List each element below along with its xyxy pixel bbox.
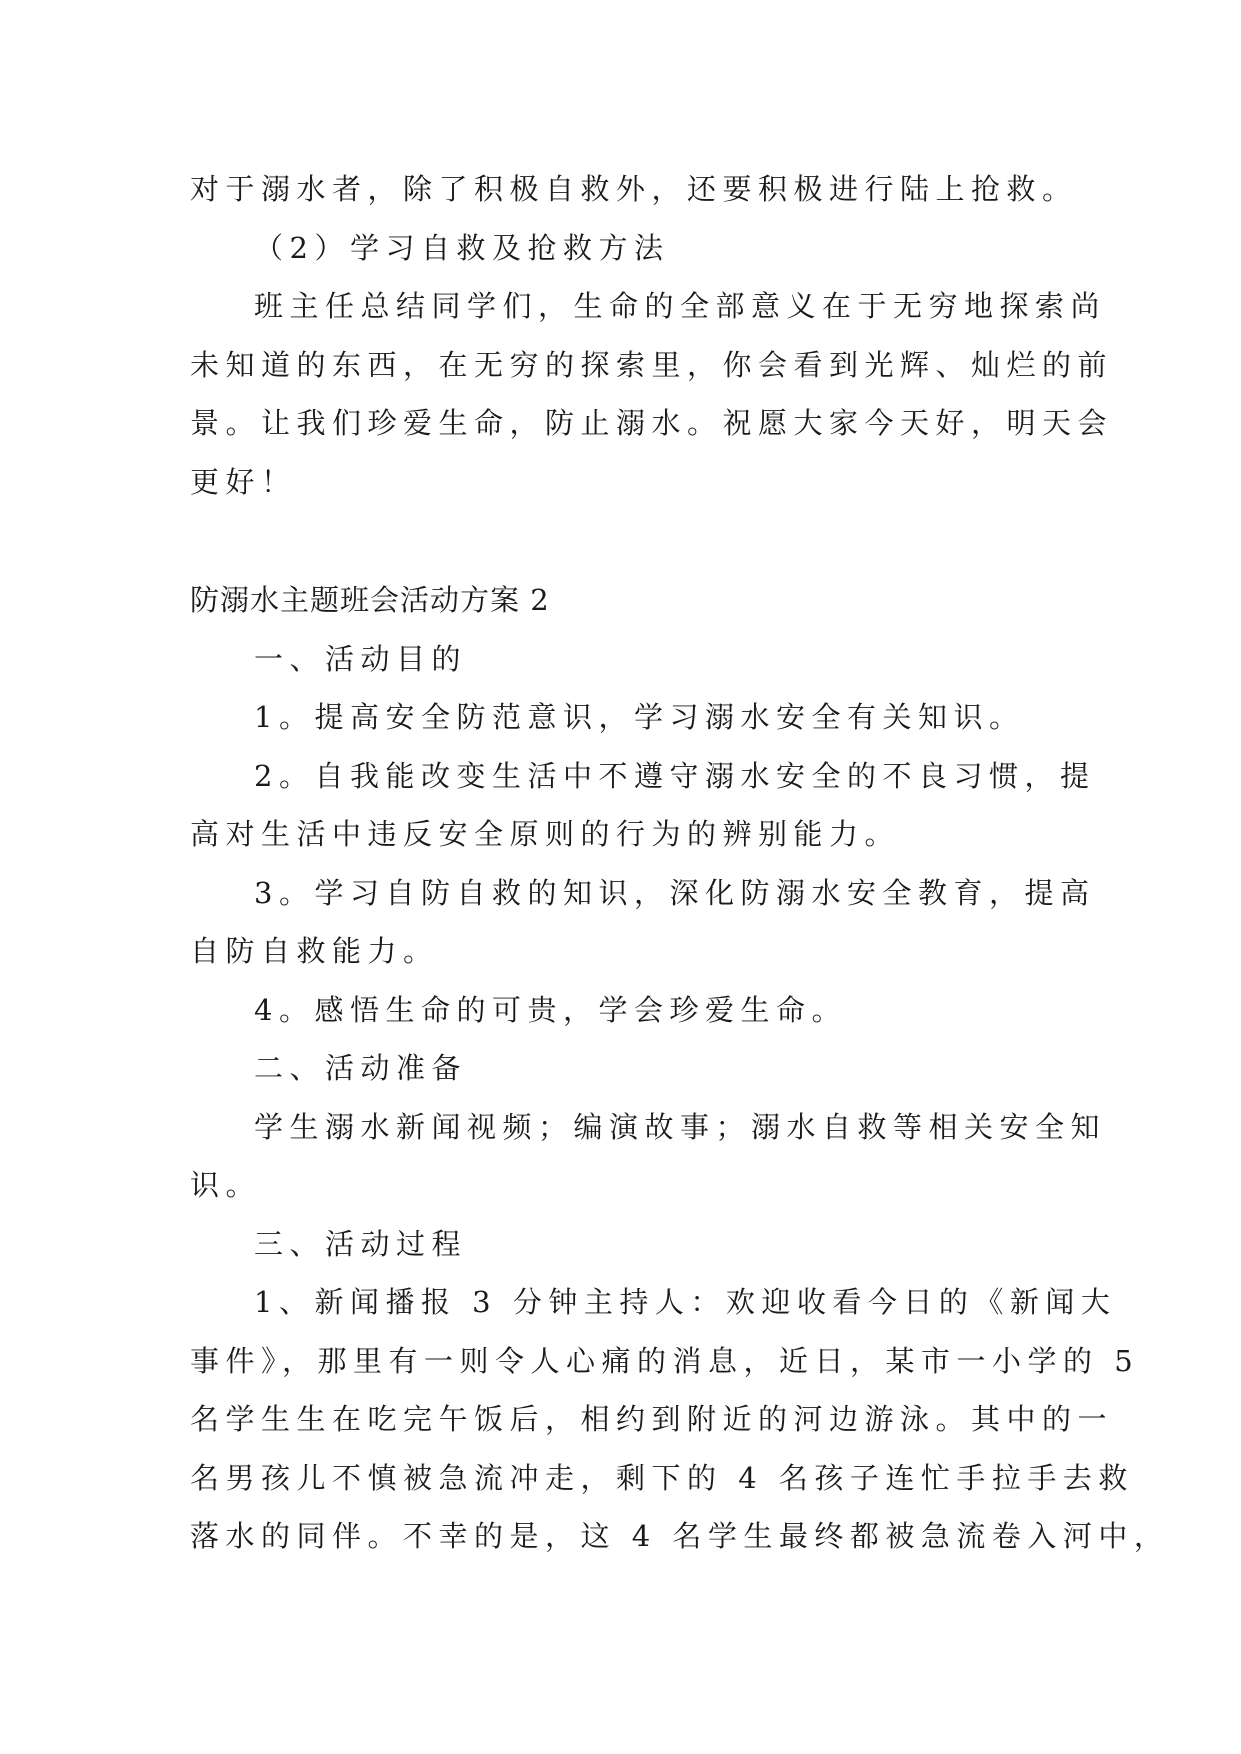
- heading-activity-goals: 一、活动目的: [254, 641, 468, 676]
- goal-item-4: 4。感悟生命的可贵，学会珍爱生命。: [254, 992, 847, 1027]
- heading-activity-preparation: 二、活动准备: [254, 1051, 468, 1085]
- summary-line: 班主任总结同学们，生命的全部意义在于无穷地探索尚: [254, 289, 1107, 323]
- paragraph-preparation: [190, 1098, 1107, 1215]
- goal-line: 自防自救能力。: [190, 934, 439, 968]
- process-line: 名学生生在吃完午饭后，相约到附近的河边游泳。其中的一: [190, 1402, 1114, 1436]
- subheading-self-rescue-methods: （2）学习自救及抢救方法: [254, 230, 670, 265]
- goal-line: 3。学习自防自救的知识，深化防溺水安全教育，提高: [254, 875, 1096, 910]
- goal-line: 高对生活中违反安全原则的行为的辨别能力。: [190, 817, 901, 851]
- process-line: 事件》，那里有一则令人心痛的消息，近日，某市一小学的 5: [190, 1343, 1140, 1378]
- process-line: 1、新闻播报 3 分钟主持人：欢迎收看今日的《新闻大: [254, 1285, 1117, 1319]
- heading-activity-process: 三、活动过程: [254, 1226, 468, 1261]
- process-line: 名男孩儿不慎被急流冲走，剩下的 4 名孩子连忙手拉手去救: [190, 1460, 1134, 1495]
- section-title: 防溺水主题班会活动方案 2: [190, 583, 550, 617]
- document-page: [190, 160, 1170, 1566]
- preparation-line: 识。: [190, 1168, 262, 1202]
- goal-item-2: [190, 747, 1096, 864]
- paragraph-rescue-line: 对于溺水者，除了积极自救外，还要积极进行陆上抢救。: [190, 172, 1078, 206]
- summary-line: 景。让我们珍爱生命，防止溺水。祝愿大家今天好，明天会: [190, 406, 1114, 440]
- summary-line: 更好！: [190, 464, 297, 499]
- section-spacer: [190, 511, 1050, 571]
- process-line: 落水的同伴。不幸的是，这 4 名学生最终都被急流卷入河中，: [190, 1519, 1170, 1553]
- preparation-line: 学生溺水新闻视频；编演故事；溺水自救等相关安全知: [254, 1109, 1107, 1144]
- paragraph-teacher-summary: [190, 277, 1114, 511]
- goal-item-1: 1。提高安全防范意识，学习溺水安全有关知识。: [254, 700, 1025, 734]
- paragraph-news-report: [190, 1273, 1170, 1566]
- summary-line: 未知道的东西，在无穷的探索里，你会看到光辉、灿烂的前: [190, 347, 1114, 382]
- goal-line: 2。自我能改变生活中不遵守溺水安全的不良习惯，提: [254, 758, 1096, 793]
- goal-item-3: [190, 864, 1096, 981]
